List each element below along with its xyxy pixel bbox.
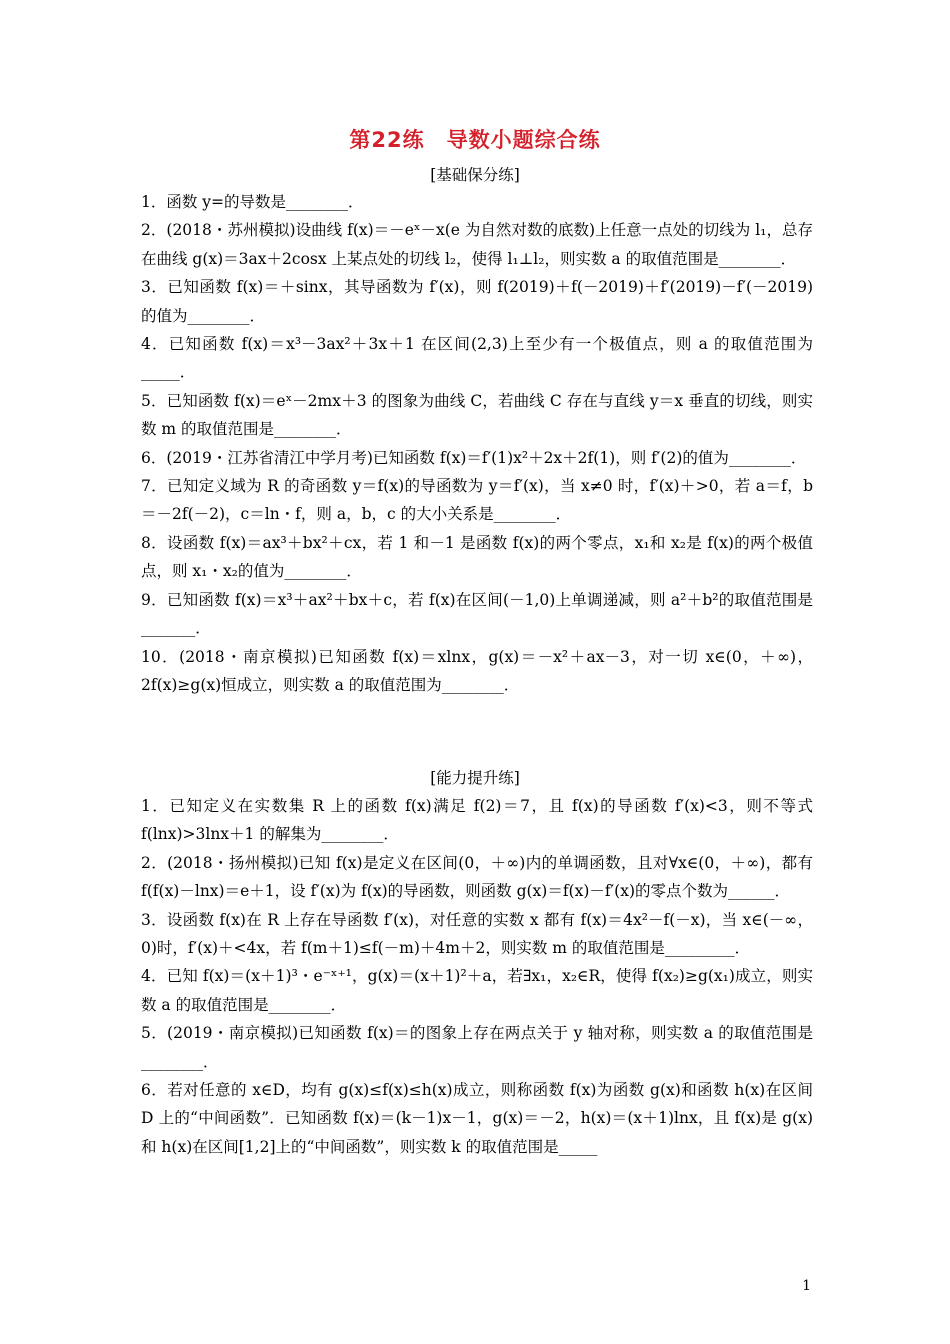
page-title: 第22练 导数小题综合练 — [349, 128, 601, 152]
question-item: 10．(2018・南京模拟)已知函数 f(x)＝xlnx，g(x)＝－x²＋ax－3，对一切 x∈(0，＋∞)，2f(x)≥g(x)恒成立，则实数 a 的取值范围为________． — [141, 647, 813, 694]
question-item: 5．已知函数 f(x)＝eˣ－2mx＋3 的图象为曲线 C，若曲线 C 存在与直线 y＝x 垂直的切线，则实数 m 的取值范围是________． — [141, 391, 813, 439]
question-item: 3．已知函数 f(x)＝＋sinx，其导函数为 f′(x)，则 f(2019)＋f(－2019)＋f′(2019)－f′(－2019)的值为________． — [141, 278, 813, 325]
question-item: 6．(2019・江苏省清江中学月考)已知函数 f(x)＝f′(1)x²＋2x＋2f(1)，则 f′(2)的值为________． — [141, 448, 807, 467]
basic-question-list — [141, 188, 813, 699]
advanced-question-list — [141, 792, 813, 1161]
section-heading-advanced: [能力提升练] — [430, 769, 520, 787]
section-heading-basic: [基础保分练] — [430, 166, 520, 184]
question-item: 6．若对任意的 x∈D，均有 g(x)≤f(x)≤h(x)成立，则称函数 f(x)为函数 g(x)和函数 h(x)在区间 D 上的“中间函数”．已知函数 f(x)＝(k－1)x－1，g(x)＝－2，h(x)＝(x＋1)lnx，且 f(x)是 g(x)和 h(x)在区间[1,2]上的“中间函数”，则实数 k 的取值范围是_____ — [141, 1081, 813, 1156]
question-item: 3．设函数 f(x)在 R 上存在导函数 f′(x)，对任意的实数 x 都有 f(x)＝4x²－f(－x)，当 x∈(－∞，0)时，f′(x)＋<4x，若 f(m＋1)≤f(－m)＋4m＋2，则实数 m 的取值范围是_________． — [141, 910, 813, 958]
question-item: 2．(2018・扬州模拟)已知 f(x)是定义在区间(0，＋∞)内的单调函数，且对∀x∈(0，＋∞)，都有 f(f(x)－lnx)＝e＋1，设 f′(x)为 f(x)的导函数，则函数 g(x)＝f(x)－f′(x)的零点个数为______． — [141, 853, 813, 901]
question-item: 4．已知函数 f(x)＝x³－3ax²＋3x＋1 在区间(2,3)上至少有一个极值点，则 a 的取值范围为_____． — [141, 335, 813, 382]
question-item: 1．已知定义在实数集 R 上的函数 f(x)满足 f(2)＝7，且 f(x)的导函数 f′(x)<3，则不等式 f(lnx)>3lnx＋1 的解集为________． — [141, 797, 813, 844]
question-item: 9．已知函数 f(x)＝x³＋ax²＋bx＋c，若 f(x)在区间(－1,0)上单调递减，则 a²＋b²的取值范围是_______． — [141, 590, 813, 638]
page-number: 1 — [802, 1278, 811, 1294]
question-item: 8．设函数 f(x)＝ax³＋bx²＋cx，若 1 和－1 是函数 f(x)的两个零点，x₁和 x₂是 f(x)的两个极值点，则 x₁・x₂的值为________． — [141, 533, 813, 581]
question-item: 5．(2019・南京模拟)已知函数 f(x)＝的图象上存在两点关于 y 轴对称，则实数 a 的取值范围是________． — [141, 1024, 813, 1071]
question-item: 1．函数 y=的导数是________． — [141, 193, 364, 211]
question-item: 7．已知定义域为 R 的奇函数 y＝f(x)的导函数为 y＝f′(x)，当 x≠0 时，f′(x)＋>0，若 a＝f，b＝－2f(－2)，c＝ln・f，则 a，b，c 的大小关系是________． — [141, 477, 813, 524]
question-item: 2．(2018・苏州模拟)设曲线 f(x)＝－eˣ－x(e 为自然对数的底数)上任意一点处的切线为 l₁，总存在曲线 g(x)＝3ax＋2cosx 上某点处的切线 l₂，使得 l₁⊥l₂，则实数 a 的取值范围是________． — [141, 221, 813, 268]
question-item: 4．已知 f(x)＝(x＋1)³・e⁻ˣ⁺¹，g(x)＝(x＋1)²＋a，若∃x₁，x₂∈R，使得 f(x₂)≥g(x₁)成立，则实数 a 的取值范围是________． — [141, 967, 813, 1014]
